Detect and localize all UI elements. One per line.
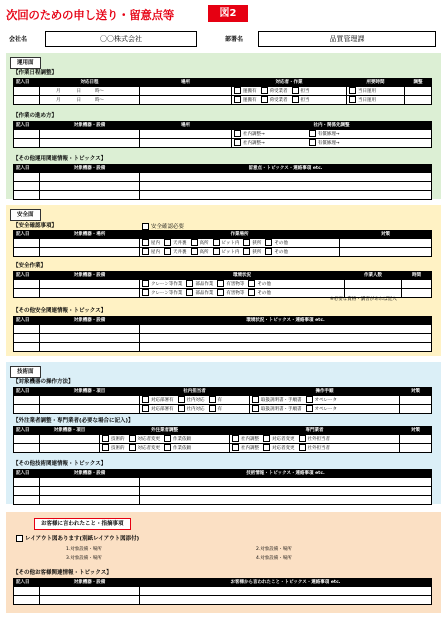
checkbox[interactable] (164, 435, 171, 442)
date-cell[interactable] (14, 182, 40, 191)
date-cell[interactable] (14, 444, 40, 453)
checkbox[interactable] (306, 396, 313, 403)
col-header: 対象機器・設備 (40, 272, 140, 280)
checkbox[interactable] (263, 444, 270, 451)
time-cell[interactable] (402, 280, 432, 289)
options-cell: 社内調整 対応者変更 社外担当者 (230, 444, 400, 453)
equipment-cell[interactable] (40, 239, 140, 248)
technical-section-label: 技術面 (10, 366, 41, 378)
col-header: 操作手順 (250, 388, 400, 396)
checkbox[interactable] (261, 96, 268, 103)
table-row (14, 87, 432, 96)
date-cell[interactable] (14, 173, 40, 182)
equipment-cell[interactable] (40, 139, 140, 148)
operation-method-table (13, 387, 432, 414)
checkbox[interactable] (232, 435, 239, 442)
target-item-2[interactable]: 2.対象設備・場所 (256, 547, 292, 552)
notes-cell[interactable] (140, 596, 432, 605)
checkbox[interactable] (234, 87, 241, 94)
target-item-4[interactable]: 4.対象設備・場所 (256, 556, 292, 561)
checkbox[interactable] (248, 280, 255, 287)
col-header: 記入日 (14, 317, 40, 325)
page-title: 次回のための申し送り・留意点等 (6, 8, 174, 22)
col-header: 環境状況 (140, 272, 345, 280)
checkbox[interactable] (142, 239, 149, 246)
col-header: 対象機器・設備 (40, 165, 140, 173)
notes-cell[interactable] (140, 496, 432, 505)
checkbox[interactable] (191, 248, 198, 255)
options-cell: 当日運用 (347, 87, 405, 96)
dept-label: 部署名 (225, 36, 244, 43)
date-cell[interactable] (14, 248, 40, 257)
date-cell[interactable] (14, 191, 40, 200)
checkbox[interactable] (265, 248, 272, 255)
col-header: 場所 (140, 122, 232, 130)
customer-topics-table (13, 578, 432, 605)
safe-work-note: ※必要な資格・講習があれば記入 (330, 297, 397, 302)
table-row (14, 130, 432, 139)
checkbox[interactable] (299, 435, 306, 442)
place-cell[interactable] (140, 139, 232, 148)
col-header: 作業人数 (345, 272, 402, 280)
table-row (14, 435, 432, 444)
checkbox[interactable] (209, 396, 216, 403)
checkbox[interactable] (234, 130, 241, 137)
date-cell[interactable] (14, 596, 40, 605)
measure-cell[interactable] (400, 405, 432, 414)
checkbox[interactable] (309, 130, 316, 137)
checkbox[interactable] (164, 444, 171, 451)
checkbox[interactable] (243, 248, 250, 255)
equipment-cell[interactable] (40, 444, 100, 453)
checkbox[interactable] (234, 139, 241, 146)
options-cell: 技術的 対応者変更 作業依頼 (100, 435, 230, 444)
col-header: 環境状況・トピックス・連絡事項 etc. (140, 317, 432, 325)
table-row (14, 396, 432, 405)
table-row (14, 587, 432, 596)
checkbox[interactable] (234, 96, 241, 103)
options-cell: 運搬有 荷受業者 担当 (232, 96, 347, 105)
place-cell[interactable] (140, 96, 232, 105)
col-header: 記入日 (14, 231, 40, 239)
col-header: 対応日程 (40, 79, 140, 87)
table-row (14, 444, 432, 453)
col-header: 作業場所 (140, 231, 340, 239)
equipment-cell[interactable] (40, 130, 140, 139)
col-header: 外注業者調整 (100, 427, 230, 435)
date-cell[interactable] (14, 325, 40, 334)
checkbox[interactable] (178, 405, 185, 412)
options-cell: クレーン等作業 部品作業 有害物等 その他 (140, 280, 345, 289)
schedule-cell[interactable]: 月 日 時～ (40, 96, 140, 105)
measure-cell[interactable] (340, 239, 432, 248)
safety-check-table (13, 230, 432, 257)
checkbox[interactable] (263, 435, 270, 442)
notes-cell[interactable] (140, 334, 432, 343)
date-cell[interactable] (14, 289, 40, 298)
date-cell[interactable] (14, 435, 40, 444)
date-cell[interactable] (14, 139, 40, 148)
safety-section-label: 安全面 (10, 209, 41, 221)
target-item-1[interactable]: 1.対象設備・場所 (66, 547, 102, 552)
date-cell[interactable] (14, 396, 40, 405)
options-cell: 屋内 天井裏 高所 ピット内 狭所 その他 (140, 248, 340, 257)
equipment-cell[interactable] (40, 596, 140, 605)
date-cell[interactable] (14, 280, 40, 289)
col-header: 対象機器・設備 (40, 122, 140, 130)
col-header: 記入日 (14, 427, 40, 435)
col-header: 対応者・作業 (232, 79, 347, 87)
date-cell[interactable] (14, 87, 40, 96)
col-header: 対策 (400, 388, 432, 396)
place-cell[interactable] (140, 130, 232, 139)
place-cell[interactable] (140, 87, 232, 96)
tech-topics-table (13, 469, 432, 505)
table-row (14, 334, 432, 343)
table-row (14, 191, 432, 200)
time-cell[interactable] (402, 289, 432, 298)
checkbox[interactable] (306, 405, 313, 412)
checkbox[interactable] (292, 96, 299, 103)
date-cell[interactable] (14, 343, 40, 352)
table-row (14, 182, 432, 191)
contractor-table (13, 426, 432, 453)
equipment-cell[interactable] (40, 173, 140, 182)
checkbox[interactable] (232, 444, 239, 451)
col-header: 対策 (400, 427, 432, 435)
col-header: 対象機器・項目 (40, 388, 140, 396)
equipment-cell[interactable] (40, 248, 140, 257)
table-row (14, 596, 432, 605)
checkbox[interactable] (142, 289, 149, 296)
checkbox[interactable] (349, 87, 356, 94)
options-cell: 社内調整→ 有償修理→ (232, 139, 432, 148)
date-cell[interactable] (14, 96, 40, 105)
col-header: お客様から言われたこと・トピックス・連絡事項 etc. (140, 579, 432, 587)
checkbox[interactable] (186, 280, 193, 287)
figure-label: 図2 (208, 5, 248, 22)
checkbox[interactable] (349, 96, 356, 103)
checkbox[interactable] (164, 248, 171, 255)
options-cell: 運搬有 荷受業者 担当 (232, 87, 347, 96)
checkbox[interactable] (142, 248, 149, 255)
target-item-3[interactable]: 3.対象設備・場所 (66, 556, 102, 561)
col-header: 記入日 (14, 122, 40, 130)
table-row (14, 325, 432, 334)
table-row (14, 173, 432, 182)
safety-topics-heading: 【その他安全関連情報・トピックス】 (13, 308, 107, 314)
checkbox[interactable] (142, 396, 149, 403)
people-cell[interactable] (345, 280, 402, 289)
col-header: 対象機器・設備 (40, 470, 140, 478)
checkbox[interactable] (178, 396, 185, 403)
safe-work-table (13, 271, 432, 298)
date-cell[interactable] (14, 239, 40, 248)
equipment-cell[interactable] (40, 343, 140, 352)
date-cell[interactable] (14, 405, 40, 414)
options-cell: 技術的 対応者変更 作業依頼 (100, 444, 230, 453)
options-cell: 屋内 天井裏 高所 ピット内 狭所 その他 (140, 239, 340, 248)
notes-cell[interactable] (140, 325, 432, 334)
ops-topics-heading: 【その他運用関連情報・トピックス】 (13, 156, 107, 162)
col-header: 時間 (402, 272, 432, 280)
safety-required-check[interactable]: 安全確認必要 (142, 223, 184, 231)
schedule-heading: 【作業日程調整】 (13, 70, 58, 76)
equipment-cell[interactable] (40, 280, 140, 289)
col-header: 社内・関係先調整 (232, 122, 432, 130)
checkbox[interactable] (102, 435, 109, 442)
schedule-cell[interactable]: 月 日 時～ (40, 87, 140, 96)
options-cell: 取扱説明書・手順書 オペレータ (250, 396, 400, 405)
equipment-cell[interactable] (40, 289, 140, 298)
table-row (14, 239, 432, 248)
col-header: 調整 (405, 79, 432, 87)
ops-topics-table (13, 164, 432, 200)
checkbox[interactable] (243, 239, 250, 246)
adjust-cell[interactable] (405, 87, 432, 96)
table-row (14, 96, 432, 105)
options-cell: 対応部署有 社内対応 有 (140, 405, 250, 414)
checkbox[interactable] (16, 535, 23, 542)
options-cell: 社内調整 対応者変更 社外担当者 (230, 435, 400, 444)
checkbox[interactable] (102, 444, 109, 451)
equipment-cell[interactable] (40, 325, 140, 334)
col-header: 記入日 (14, 388, 40, 396)
checkbox[interactable] (309, 139, 316, 146)
checkbox[interactable] (191, 239, 198, 246)
checkbox[interactable] (186, 289, 193, 296)
notes-cell[interactable] (140, 343, 432, 352)
col-header: 対象機器・設備 (40, 317, 140, 325)
date-cell[interactable] (14, 334, 40, 343)
date-cell[interactable] (14, 487, 40, 496)
col-header: 記入日 (14, 470, 40, 478)
equipment-cell[interactable] (40, 191, 140, 200)
equipment-cell[interactable] (40, 405, 140, 414)
notes-cell[interactable] (140, 587, 432, 596)
customer-topics-heading: 【その他お客様関連情報・トピックス】 (13, 570, 112, 576)
equipment-cell[interactable] (40, 487, 140, 496)
table-row (14, 487, 432, 496)
date-cell[interactable] (14, 496, 40, 505)
checkbox[interactable] (213, 248, 220, 255)
checkbox[interactable] (209, 405, 216, 412)
options-cell: 取扱説明書・手順書 オペレータ (250, 405, 400, 414)
schedule-table (13, 78, 432, 105)
equipment-cell[interactable] (40, 435, 100, 444)
company-label: 会社名 (9, 36, 28, 43)
table-row (14, 139, 432, 148)
options-cell: 社内調整→ 有償修理→ (232, 130, 432, 139)
table-row (14, 405, 432, 414)
date-cell[interactable] (14, 478, 40, 487)
notes-cell[interactable] (140, 182, 432, 191)
checkbox[interactable] (129, 444, 136, 451)
col-header: 所要時間 (347, 79, 405, 87)
table-row (14, 478, 432, 487)
checkbox[interactable] (213, 239, 220, 246)
notes-cell[interactable] (140, 191, 432, 200)
table-row (14, 343, 432, 352)
checkbox[interactable] (299, 444, 306, 451)
operations-section-label: 運用面 (10, 57, 41, 69)
customer-section-label: お客様に言われたこと・指摘事項 (34, 518, 131, 530)
col-header: 記入日 (14, 579, 40, 587)
col-header: 対象機器・設備 (40, 579, 140, 587)
measure-cell[interactable] (400, 396, 432, 405)
table-row (14, 280, 432, 289)
col-header: 記入日 (14, 165, 40, 173)
col-header: 記入日 (14, 79, 40, 87)
equipment-cell[interactable] (40, 587, 140, 596)
checkbox[interactable] (248, 289, 255, 296)
col-header: 記入日 (14, 272, 40, 280)
col-header: 専門業者 (230, 427, 400, 435)
checkbox[interactable] (252, 396, 259, 403)
checkbox[interactable] (164, 239, 171, 246)
date-cell[interactable] (14, 587, 40, 596)
options-cell: クレーン等作業 部品作業 有害物等 その他 (140, 289, 345, 298)
checkbox[interactable] (292, 87, 299, 94)
checkbox[interactable] (265, 239, 272, 246)
notes-cell[interactable] (140, 173, 432, 182)
checkbox[interactable] (142, 223, 149, 230)
col-header: 対象機器・場所 (40, 231, 140, 239)
table-row (14, 496, 432, 505)
operation-method-heading: 【対象機器の操作方法】 (13, 379, 74, 385)
checkbox[interactable] (252, 405, 259, 412)
measure-cell[interactable] (340, 248, 432, 257)
table-header-row (14, 79, 432, 87)
options-cell: 対応部署有 社内対応 有 (140, 396, 250, 405)
procedure-table (13, 121, 432, 148)
safety-topics-table (13, 316, 432, 352)
col-header: 技術情報・トピックス・連絡事項 etc. (140, 470, 432, 478)
company-field[interactable]: 〇〇株式会社 (45, 31, 197, 47)
layout-check[interactable]: レイアウト図あります(別紙レイアウト図添付) (16, 535, 139, 543)
col-header: 場所 (140, 79, 232, 87)
safe-work-heading: 【安全作業】 (13, 263, 47, 269)
measure-cell[interactable] (400, 444, 432, 453)
col-header: 対策 (340, 231, 432, 239)
tech-topics-heading: 【その他技術関連情報・トピックス】 (13, 461, 107, 467)
equipment-cell[interactable] (40, 478, 140, 487)
contractor-heading: 【外注業者調整・専門業者(必要な場合に記入)】 (13, 418, 134, 424)
col-header: 留意点・トピックス・連絡事項 etc. (140, 165, 432, 173)
checkbox[interactable] (142, 405, 149, 412)
dept-field[interactable]: 品質管理課 (258, 31, 436, 47)
checkbox[interactable] (129, 435, 136, 442)
measure-cell[interactable] (400, 435, 432, 444)
notes-cell[interactable] (140, 487, 432, 496)
safety-check-heading: 【安全確認事項】 (13, 223, 58, 229)
col-header: 社内担当者 (140, 388, 250, 396)
adjust-cell[interactable] (405, 96, 432, 105)
date-cell[interactable] (14, 130, 40, 139)
table-row (14, 248, 432, 257)
col-header: 対象機器・項目 (40, 427, 100, 435)
equipment-cell[interactable] (40, 182, 140, 191)
checkbox[interactable] (217, 289, 224, 296)
checkbox[interactable] (142, 280, 149, 287)
checkbox[interactable] (217, 280, 224, 287)
procedure-heading: 【作業の進め方】 (13, 113, 58, 119)
notes-cell[interactable] (140, 478, 432, 487)
equipment-cell[interactable] (40, 496, 140, 505)
checkbox[interactable] (261, 87, 268, 94)
equipment-cell[interactable] (40, 334, 140, 343)
equipment-cell[interactable] (40, 396, 140, 405)
options-cell: 当日運用 (347, 96, 405, 105)
